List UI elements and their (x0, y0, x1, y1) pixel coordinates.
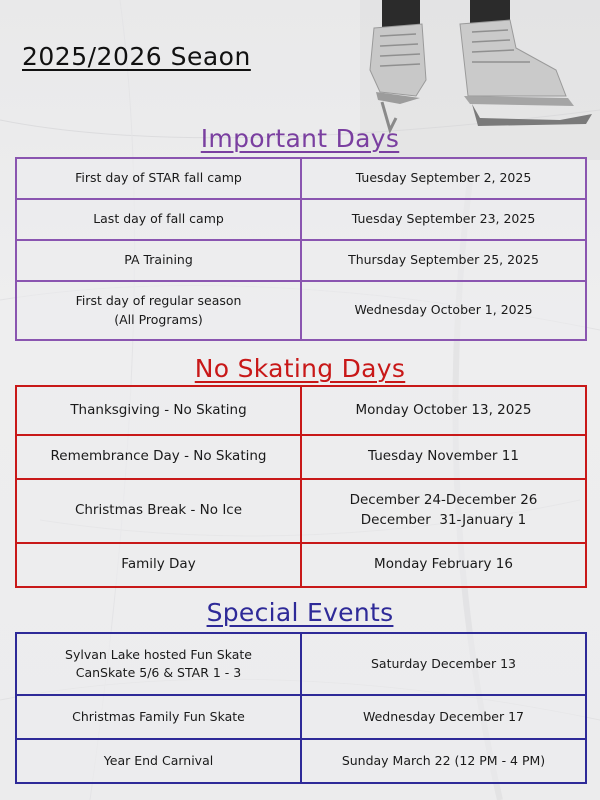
event-label: First day of regular season (75, 293, 242, 309)
date-label-second: December 31-January 1 (360, 512, 527, 528)
date-cell (301, 543, 586, 587)
date-cell (301, 240, 586, 281)
date-cell (301, 386, 586, 435)
table-row (16, 199, 586, 240)
event-cell (16, 479, 301, 543)
date-cell (301, 739, 586, 783)
table-row (16, 695, 586, 739)
event-label: Thanksgiving - No Skating (70, 401, 247, 418)
event-cell (16, 281, 301, 340)
event-cell (16, 240, 301, 281)
event-cell (16, 386, 301, 435)
table-row (16, 633, 586, 695)
event-label: Last day of fall camp (93, 211, 224, 227)
date-label: Monday October 13, 2025 (355, 401, 532, 418)
event-label: Sylvan Lake hosted Fun Skate (65, 646, 252, 662)
event-sublabel: (All Programs) (114, 311, 203, 327)
date-label: Saturday December 13 (370, 655, 516, 671)
date-label: Wednesday October 1, 2025 (354, 302, 533, 318)
important-days-table (15, 157, 587, 341)
table-row (16, 281, 586, 340)
date-cell (301, 158, 586, 199)
no-skating-days-heading: No Skating Days (194, 354, 406, 383)
special-events-heading: Special Events (206, 598, 394, 627)
no-skating-days-table (15, 385, 587, 588)
season-title: 2025/2026 Seaon (22, 42, 251, 71)
event-cell (16, 158, 301, 199)
event-label: Christmas Family Fun Skate (72, 708, 245, 724)
table-row (16, 240, 586, 281)
table-row (16, 479, 586, 543)
table-row (16, 739, 586, 783)
event-label: First day of STAR fall camp (75, 170, 242, 186)
date-label: Tuesday September 23, 2025 (351, 211, 536, 227)
date-cell (301, 199, 586, 240)
event-label: Remembrance Day - No Skating (50, 448, 267, 465)
date-label: Tuesday November 11 (368, 448, 519, 465)
event-label: Family Day (121, 556, 196, 573)
date-label: Thursday September 25, 2025 (348, 252, 539, 268)
table-row (16, 543, 586, 587)
event-cell (16, 199, 301, 240)
special-events-table (15, 632, 587, 784)
event-label: Christmas Break - No Ice (74, 502, 243, 519)
event-cell (16, 435, 301, 479)
date-label: December 24-December 26 (349, 492, 538, 509)
date-label: Monday February 16 (374, 556, 513, 573)
date-cell (301, 695, 586, 739)
event-sublabel: CanSkate 5/6 & STAR 1 - 3 (75, 665, 242, 680)
date-cell (301, 633, 586, 695)
important-days-heading: Important Days (200, 124, 400, 153)
date-cell (301, 281, 586, 340)
date-label: Wednesday December 17 (362, 708, 525, 724)
table-row (16, 435, 586, 479)
event-cell (16, 739, 301, 783)
table-row (16, 158, 586, 199)
table-row (16, 386, 586, 435)
event-label: PA Training (124, 252, 193, 268)
event-cell (16, 633, 301, 695)
event-cell (16, 543, 301, 587)
event-cell (16, 695, 301, 739)
date-label: Sunday March 22 (12 PM - 4 PM) (341, 752, 546, 768)
date-cell (301, 435, 586, 479)
date-label: Tuesday September 2, 2025 (355, 170, 532, 186)
event-label: Year End Carnival (103, 752, 214, 768)
date-cell (301, 479, 586, 543)
